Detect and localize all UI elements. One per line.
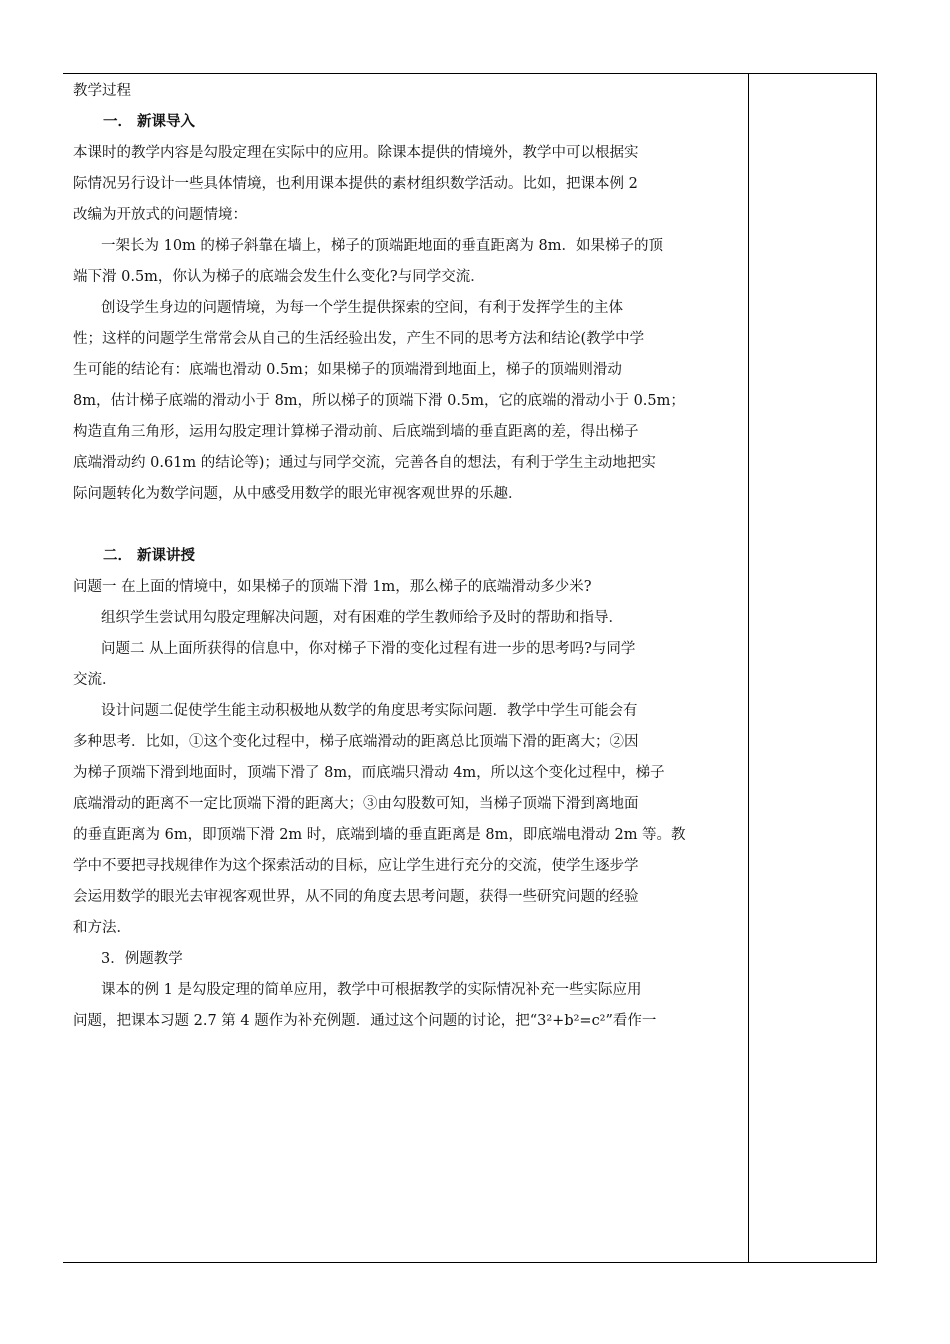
discussion-line: 底端滑动约 0.61m 的结论等)；通过与同学交流，完善各自的想法，有利于学生主动地把实 xyxy=(73,455,656,471)
question-two-line: 交流． xyxy=(73,672,117,688)
paragraph-line: 改编为开放式的问题情境： xyxy=(73,207,247,223)
design-line: 和方法． xyxy=(73,920,131,936)
design-line: 设计问题二促使学生能主动积极地从数学的角度思考实际问题．教学中学生可能会有 xyxy=(101,703,638,719)
question-one-note: 组织学生尝试用勾股定理解决问题，对有困难的学生教师给予及时的帮助和指导． xyxy=(101,610,623,626)
lesson-table xyxy=(63,73,877,1263)
problem-line: 一架长为 10m 的梯子斜靠在墙上，梯子的顶端距地面的垂直距离为 8m．如果梯子的顶 xyxy=(101,238,663,254)
section-title-intro: 一． 新课导入 xyxy=(103,114,196,130)
question-two-line: 问题二 从上面所获得的信息中，你对梯子下滑的变化过程有进一步的思考吗?与同学 xyxy=(101,641,636,657)
paragraph-line: 际情况另行设计一些具体情境，也利用课本提供的素材组织数学活动。比如，把课本例 2 xyxy=(73,176,638,192)
section-title-lecture: 二． 新课讲授 xyxy=(103,548,196,564)
section-header: 教学过程 xyxy=(73,83,131,99)
design-line: 底端滑动的距离不一定比顶端下滑的距离大；③由勾股数可知，当梯子顶端下滑到离地面 xyxy=(73,796,639,812)
problem-line: 端下滑 0.5m，你认为梯子的底端会发生什么变化?与同学交流． xyxy=(73,269,485,285)
lesson-content xyxy=(73,76,741,1037)
example-line: 课本的例 1 是勾股定理的简单应用，教学中可根据教学的实际情况补充一些实际应用 xyxy=(101,982,642,998)
spacer xyxy=(73,510,741,541)
discussion-line: 创设学生身边的问题情境，为每一个学生提供探索的空间，有利于发挥学生的主体 xyxy=(101,300,623,316)
question-one: 问题一 在上面的情境中，如果梯子的顶端下滑 1m，那么梯子的底端滑动多少米? xyxy=(73,579,592,595)
discussion-line: 生可能的结论有：底端也滑动 0.5m；如果梯子的顶端滑到地面上，梯子的顶端则滑动 xyxy=(73,362,622,378)
discussion-line: 性；这样的问题学生常常会从自己的生活经验出发，产生不同的思考方法和结论(教学中学 xyxy=(73,331,645,347)
table-right-border xyxy=(876,74,877,1262)
design-line: 为梯子顶端下滑到地面时，顶端下滑了 8m，而底端只滑动 4m，所以这个变化过程中，梯子 xyxy=(73,765,665,781)
column-divider xyxy=(748,74,749,1262)
discussion-line: 8m，估计梯子底端的滑动小于 8m，所以梯子的顶端下滑 0.5m，它的底端的滑动小于 0.5m； xyxy=(73,393,685,409)
design-line: 的垂直距离为 6m，即顶端下滑 2m 时，底端到墙的垂直距离是 8m，即底端电滑动 2m 等。教 xyxy=(73,827,686,843)
example-title: 3．例题教学 xyxy=(101,951,183,967)
design-line: 多种思考．比如，①这个变化过程中，梯子底端滑动的距离总比顶端下滑的距离大；②因 xyxy=(73,734,639,750)
example-line: 问题，把课本习题 2.7 第 4 题作为补充例题．通过这个问题的讨论，把“3²+b²=c²”看作一 xyxy=(73,1013,657,1029)
discussion-line: 构造直角三角形，运用勾股定理计算梯子滑动前、后底端到墙的垂直距离的差，得出梯子 xyxy=(73,424,639,440)
design-line: 学中不要把寻找规律作为这个探索活动的目标，应让学生进行充分的交流，使学生逐步学 xyxy=(73,858,639,874)
design-line: 会运用数学的眼光去审视客观世界，从不同的角度去思考问题，获得一些研究问题的经验 xyxy=(73,889,639,905)
discussion-line: 际问题转化为数学问题，从中感受用数学的眼光审视客观世界的乐趣． xyxy=(73,486,523,502)
paragraph-line: 本课时的教学内容是勾股定理在实际中的应用。除课本提供的情境外，教学中可以根据实 xyxy=(73,145,639,161)
